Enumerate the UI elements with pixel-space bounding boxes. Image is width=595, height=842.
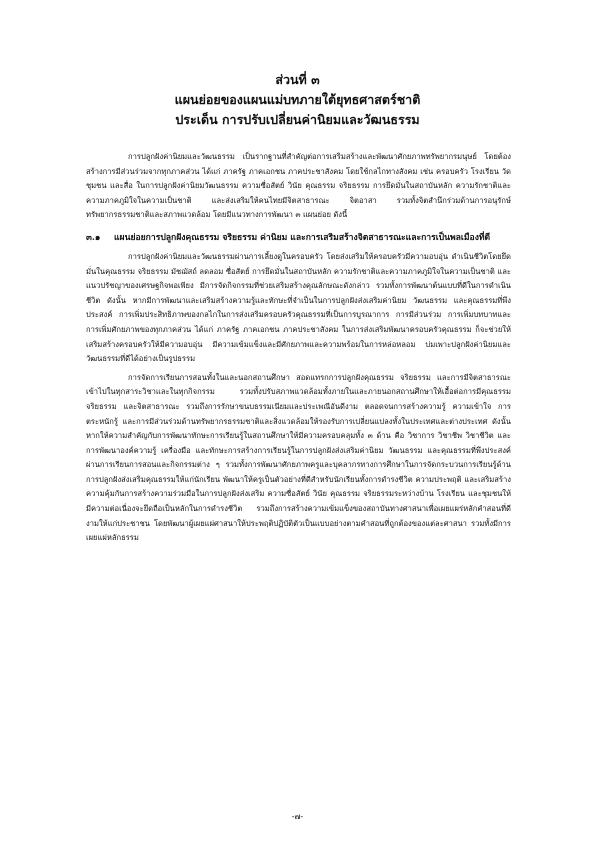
body-text	[86, 150, 511, 550]
body-paragraph-family: การปลูกฝังค่านิยมและวัฒนธรรมผ่านการเลี้ยงดูในครอบครัว โดยส่งเสริมให้ครอบครัวมีความอบอุ่น ดำเนินชีวิตโดยยึดมั่นในคุณธรรม จริยธรรม มัชฌัสถ์ ลดลอม ซื่อสัตย์ การยึดมั่นในสถาบันหลัก ความรักชาติและความภาคภูมิใจในความเป็นชาติ และแนวปรัชญาของเศรษฐกิจพอเพียง มีการจัดกิจกรรมที่ช่วยเสริมสร้างคุณลักษณะดังกล่าว รวมทั้งการพัฒนาต้นแบบที่ดีในการดำเนินชีวิต ดังนั้น หากมีการพัฒนาและเสริมสร้างความรู้และทักษะที่จำเป็นในการปลูกฝังส่งเสริมค่านิยม วัฒนธรรม และคุณธรรมที่พึงประสงค์ การเพิ่มประสิทธิภาพของกลไกในการส่งเสริมครอบครัวคุณธรรมที่เป็นการบูรณาการ การมีส่วนร่วม การเพิ่มบทบาทและการเพิ่มศักยภาพของทุกภาคส่วน ได้แก่ ภาครัฐ ภาคเอกชน ภาคประชาสังคม ในการส่งเสริมพัฒนาครอบครัวคุณธรรม ก็จะช่วยให้เสริมสร้างครอบครัวให้มีความอบอุ่น มีความเข้มแข็งและมีศักยภาพและความพร้อมในการหล่อหลอม บ่มเพาะปลูกฝังค่านิยมและวัฒนธรรมที่ดีได้อย่างเป็นรูปธรรม	[86, 251, 511, 364]
body-paragraph-education: การจัดการเรียนการสอนทั้งในและนอกสถานศึกษา สอดแทรกการปลูกฝังคุณธรรม จริยธรรม และการมีจิตสาธารณะเข้าไปในทุกสาระวิชาและในทุกกิจกรรม รวมทั้งปรับสภาพแวดล้อมทั้งภายในและภายนอกสถานศึกษาให้เอื้อต่อการมีคุณธรรม จริยธรรม และจิตสาธารณะ รวมถึงการรักษาขนบธรรมเนียมและประเพณีอันดีงาม ตลอดจนการสร้างความรู้ ความเข้าใจ การตระหนักรู้ และการมีส่วนร่วมด้านทรัพยากรธรรมชาติและสิ่งแวดล้อมให้รองรับการเปลี่ยนแปลงทั้งในประเทศและต่างประเทศ ดังนั้น หากให้ความสำคัญกับการพัฒนาทักษะการเรียนรู้ในสถานศึกษาให้มีความครอบคลุมทั้ง ๓ ด้าน คือ วิชาการ วิชาชีพ วิชาชีวิต และการพัฒนาองค์ความรู้ เครื่องมือ และทักษะการสร้างการเรียนรู้ในการปลูกฝังส่งเสริมค่านิยม วัฒนธรรม และคุณธรรมที่พึงประสงค์ผ่านการเรียนการสอนและกิจกรรมต่าง ๆ รวมทั้งการพัฒนาศักยภาพครูและบุคลากรทางการศึกษาในการจัดกระบวนการเรียนรู้ด้านการปลูกฝังส่งเสริมคุณธรรมให้แก่นักเรียน พัฒนาให้ครูเป็นตัวอย่างที่ดีสำหรับนักเรียนทั้งการดำรงชีวิต ความประพฤติ และเสริมสร้างความคุ้มกันการสร้างความร่วมมือในการปลูกฝังส่งเสริม ความซื่อสัตย์ วินัย คุณธรรม จริยธรรมระหว่างบ้าน โรงเรียน และชุมชนให้มีความต่อเนื่องจะยึดถือเป็นหลักในการดำรงชีวิต รวมถึงการสร้างความเข้มแข็งของสถาบันทางศาสนาเพื่อเผยแผร่หลักคำสอนที่ดีงามให้แก่ประชาชน โดยพัฒนาผู้เผยแผ่ศาสนาให้ประพฤติปฏิบัติตัวเป็นแบบอย่างตามคำสอนที่ถูกต้องของแต่ละศาสนา รวมทั้งมีการเผยแผ่หลักธรรม	[86, 372, 511, 543]
part-heading: ส่วนที่ ๓	[275, 72, 320, 87]
title-block	[0, 70, 595, 130]
page-number: -๗-	[291, 812, 304, 821]
intro-paragraph: การปลูกฝังค่านิยมและวัฒนธรรม เป็นรากฐานที่สำคัญต่อการเสริมสร้างและพัฒนาศักยภาพทรัพยากรมนุษย์ โดยต้องสร้างการมีส่วนร่วมจากทุกภาคส่วน ได้แก่ ภาครัฐ ภาคเอกชน ภาคประชาสังคม โดยใช้กลไกทางสังคม เช่น ครอบครัว โรงเรียน วัด ชุมชน และสื่อ ในการปลูกฝังค่านิยมวัฒนธรรม ความซื่อสัตย์ วินัย คุณธรรม จริยธรรม การยึดมั่นในสถาบันหลัก ความรักชาติและความภาคภูมิใจในความเป็นชาติ และส่งเสริมให้คนไทยมีจิตสาธารณะ จิตอาสา รวมทั้งจิตสำนึกร่วมด้านการอนุรักษ์ทรัพยากรธรรมชาติและสภาพแวดล้อม โดยมีแนวทางการพัฒนา ๓ แผนย่อย ดังนี้	[86, 152, 511, 220]
issue-subtitle: ประเด็น การปรับเปลี่ยนค่านิยมและวัฒนธรรม	[175, 112, 420, 127]
section-title: แผนย่อยการปลูกฝังคุณธรรม จริยธรรม ค่านิยม และการเสริมสร้างจิตสาธารณะและการเป็นพลเมืองที่ดี	[114, 232, 491, 243]
section-number: ๓.๑	[86, 232, 101, 243]
document-title: แผนย่อยของแผนแม่บทภายใต้ยุทธศาสตร์ชาติ	[174, 92, 421, 107]
section-heading	[86, 231, 511, 246]
